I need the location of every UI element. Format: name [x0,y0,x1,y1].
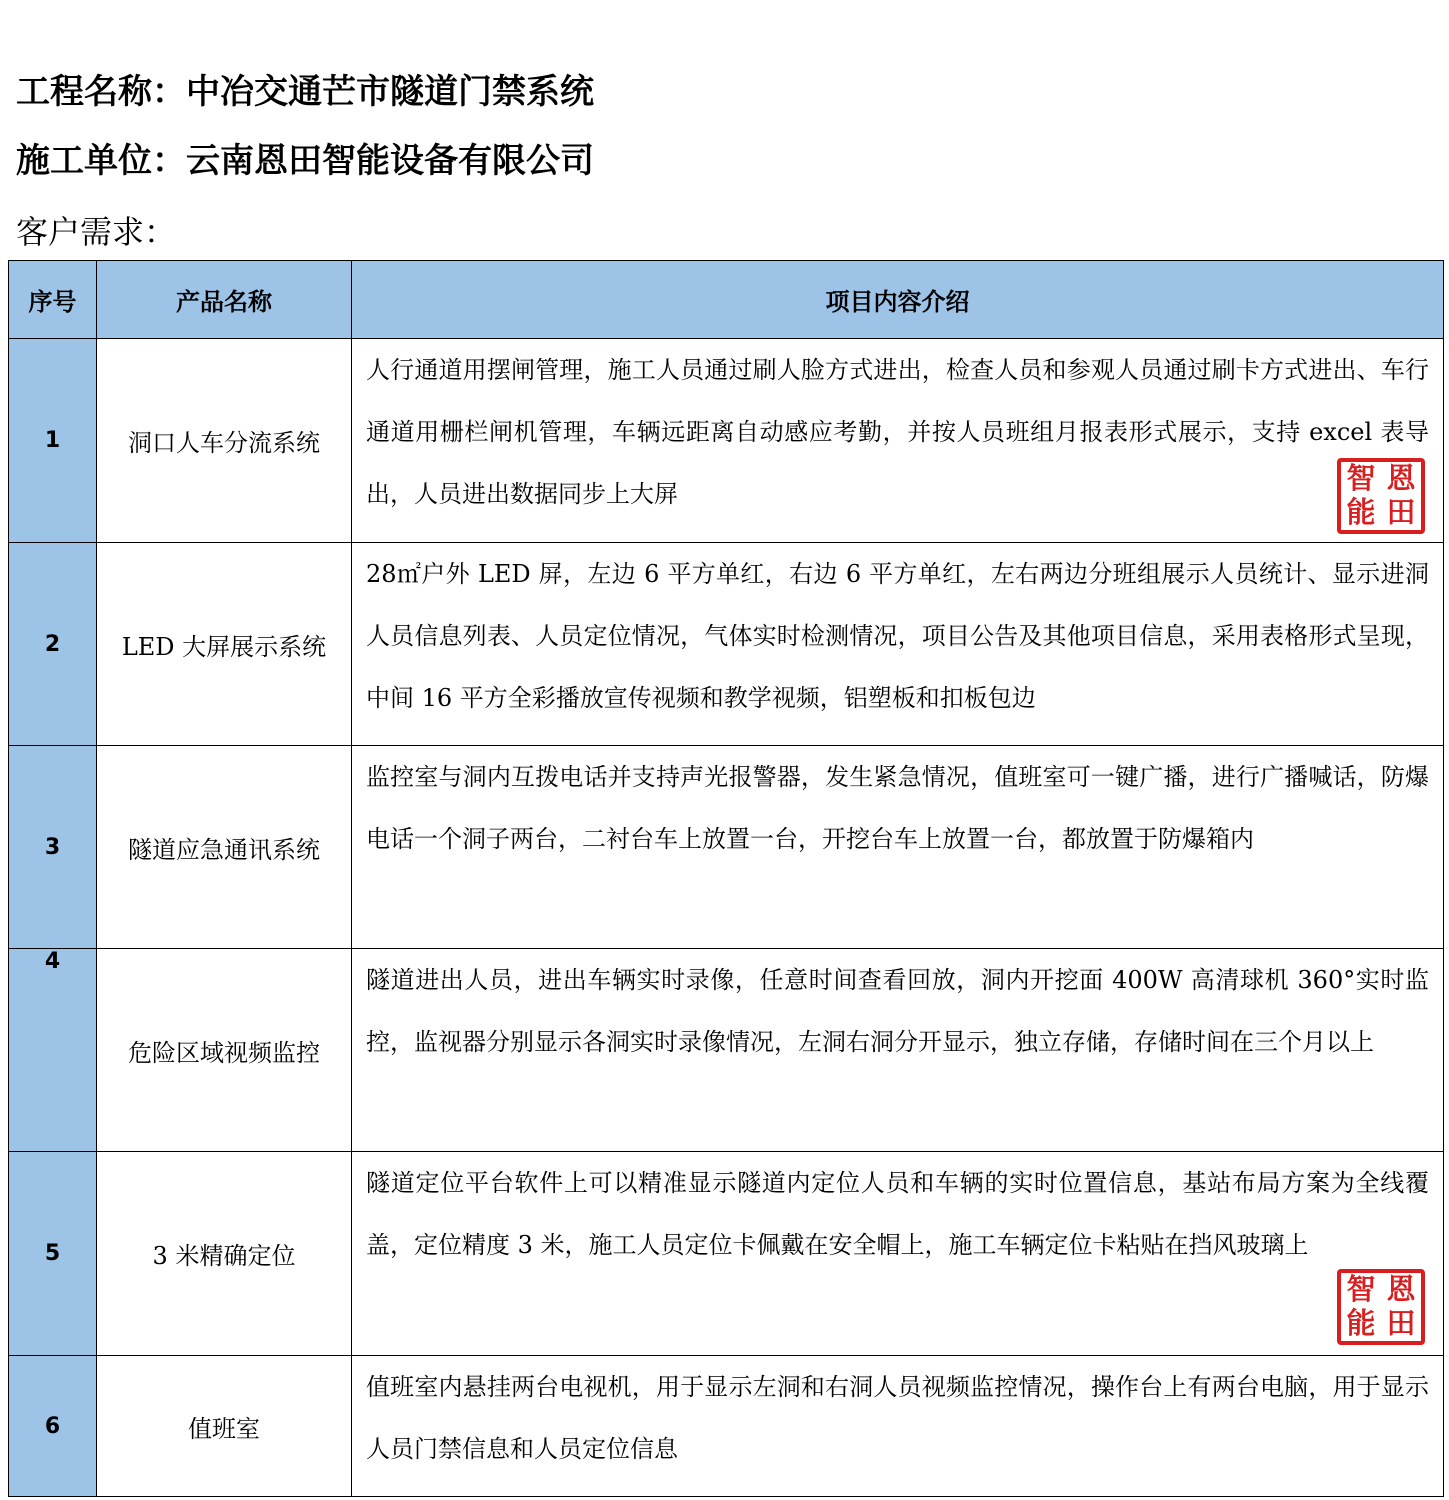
row-description: 隧道定位平台软件上可以精准显示隧道内定位人员和车辆的实时位置信息，基站布局方案为全线覆盖，定位精度 3 米，施工人员定位卡佩戴在安全帽上，施工车辆定位卡粘贴在挡风玻璃上 [366,1169,1429,1259]
row-product: 洞口人车分流系统 [97,339,352,543]
row-index: 1 [9,339,97,543]
row-product: 值班室 [97,1356,352,1497]
construction-unit-heading: 施工单位：云南恩田智能设备有限公司 [16,141,594,181]
table-row [9,949,1444,1152]
table-row [9,1152,1444,1356]
row-index: 3 [9,746,97,949]
company-seal-logo: 智 恩 能 田 [1337,1269,1425,1345]
row-product: LED 大屏展示系统 [97,543,352,746]
row-description: 隧道进出人员，进出车辆实时录像，任意时间查看回放，洞内开挖面 400W 高清球机 360°实时监控，监视器分别显示各洞实时录像情况，左洞右洞分开显示，独立存储，存储时间在三个月以上 [366,966,1429,1056]
table-row [9,543,1444,746]
company-seal-logo: 智 恩 能 田 [1337,458,1425,534]
row-description: 28㎡户外 LED 屏，左边 6 平方单红，右边 6 平方单红，左右两边分班组展示人员统计、显示进洞人员信息列表、人员定位情况，气体实时检测情况，项目公告及其他项目信息，采用表格形式呈现，中间 16 平方全彩播放宣传视频和教学视频，铝塑板和扣板包边 [366,560,1429,712]
row-index: 2 [9,543,97,746]
row-description-cell [352,949,1444,1152]
row-description-cell [352,746,1444,949]
table-row [9,746,1444,949]
row-description: 监控室与洞内互拨电话并支持声光报警器，发生紧急情况，值班室可一键广播，进行广播喊话，防爆电话一个洞子两台，二衬台车上放置一台，开挖台车上放置一台，都放置于防爆箱内 [366,763,1429,853]
row-index: 4 [9,949,97,1152]
table-row [9,1356,1444,1497]
customer-needs-label: 客户需求： [16,213,177,251]
table-header-row [9,261,1444,339]
row-description-cell [352,543,1444,746]
row-product: 隧道应急通讯系统 [97,746,352,949]
row-description: 人行通道用摆闸管理，施工人员通过刷人脸方式进出，检查人员和参观人员通过刷卡方式进出、车行通道用栅栏闸机管理，车辆远距离自动感应考勤，并按人员班组月报表形式展示，支持 excel 表导出，人员进出数据同步上大屏 [366,356,1429,508]
row-description-cell [352,339,1444,543]
row-description-cell [352,1356,1444,1497]
column-header-index: 序号 [9,261,97,339]
row-index: 5 [9,1152,97,1356]
project-name-heading: 工程名称：中冶交通芒市隧道门禁系统 [16,72,594,112]
requirements-table [8,260,1444,1497]
row-description: 值班室内悬挂两台电视机，用于显示左洞和右洞人员视频监控情况，操作台上有两台电脑，用于显示人员门禁信息和人员定位信息 [366,1373,1429,1463]
table-row [9,339,1444,543]
row-product: 危险区域视频监控 [97,949,352,1152]
row-description-cell [352,1152,1444,1356]
row-product: 3 米精确定位 [97,1152,352,1356]
row-index: 6 [9,1356,97,1497]
column-header-description: 项目内容介绍 [352,261,1444,339]
column-header-product: 产品名称 [97,261,352,339]
